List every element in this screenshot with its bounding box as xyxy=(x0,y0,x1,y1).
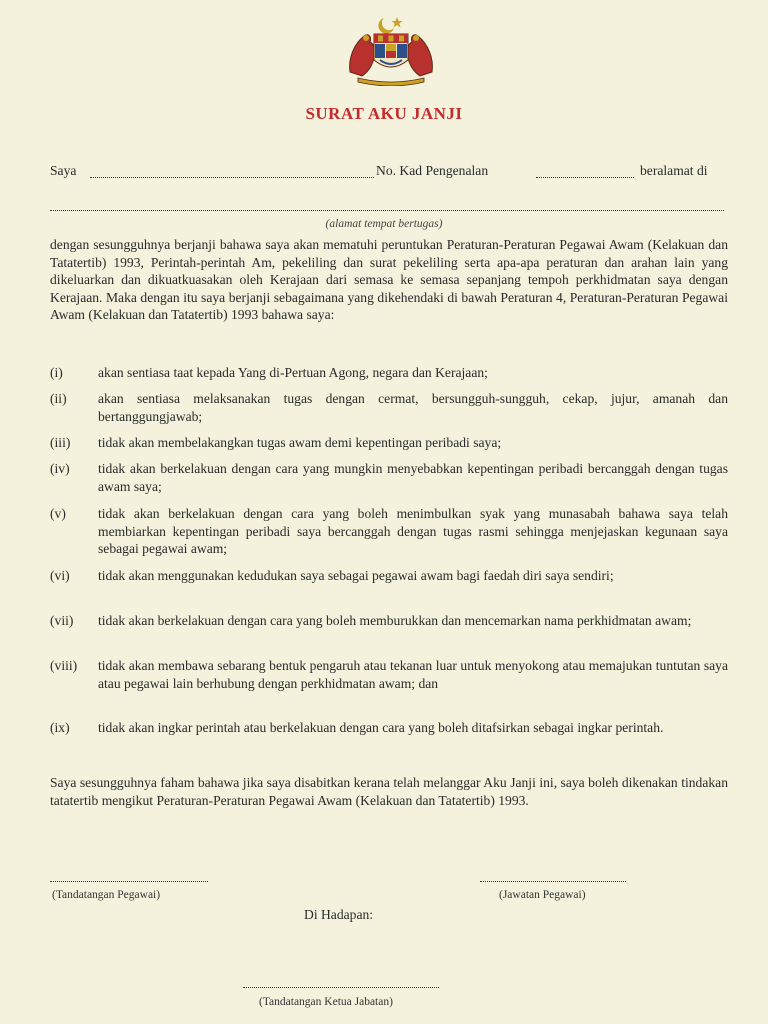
item-text: tidak akan ingkar perintah atau berkelakuan dengan cara yang boleh ditafsirkan sebagai ingkar perintah. xyxy=(98,720,664,735)
item-number: (vii) xyxy=(50,613,74,628)
item-number: (v) xyxy=(50,506,66,521)
saya-label: Saya xyxy=(50,163,77,178)
closing-paragraph: Saya sesungguhnya faham bahawa jika saya disabitkan kerana telah melanggar Aku Janji ini, saya boleh dikenakan tindakan tatatertib mengikut Peraturan-Peraturan Pegawai Awam (Kelakuan dan Tatatertib) 1993. xyxy=(50,775,728,808)
item-number: (iii) xyxy=(50,435,71,450)
witness-label: Di Hadapan: xyxy=(304,907,374,922)
intro-paragraph: dengan sesungguhnya berjanji bahawa saya akan mematuhi peruntukan Peraturan-Peraturan Pegawai Awam (Kelakuan dan Tatatertib) 1993, Perintah-perintah Am, pekeliling dan surat pekeliling serta apa-apa peraturan dan arahan lain yang dikeluarkan dan dikuatkuasakan oleh Kerajaan dari semasa ke semasa sepanjang tempoh perkhidmatan saya dengan Kerajaan. Maka dengan itu saya berjanji sebagaimana yang dikehendaki di bawah Peraturan 4, Peraturan-Peraturan Pegawai Awam (Kelakuan dan Tatatertib) 1993 bahawa saya: xyxy=(50,237,728,322)
ic-number-field[interactable] xyxy=(536,177,634,178)
officer-position-field[interactable] xyxy=(480,881,626,882)
item-text: akan sentiasa melaksanakan tugas dengan cermat, bersungguh-sungguh, cekap, jujur, amanah dan bertanggungjawab; xyxy=(98,391,728,424)
item-text: tidak akan berkelakuan dengan cara yang boleh menimbulkan syak yang munasabah bahawa saya telah membiarkan kepentingan peribadi saya bercanggah dengan tugas rasmi sehingga menjejaskan kegunaan saya sebagai pegawai awam; xyxy=(98,506,728,556)
item-number: (ix) xyxy=(50,720,70,735)
item-number: (viii) xyxy=(50,658,78,673)
item-number: (i) xyxy=(50,365,63,380)
address-caption: (alamat tempat bertugas) xyxy=(325,218,443,230)
item-text: tidak akan membawa sebarang bentuk pengaruh atau tekanan luar untuk menyokong atau memajukan tuntutan saya atau pegawai lain berhubung dengan perkhidmatan awam; dan xyxy=(98,658,728,691)
item-text: tidak akan berkelakuan dengan cara yang boleh memburukkan dan mencemarkan nama perkhidmatan awam; xyxy=(98,613,692,628)
head-signature-field[interactable] xyxy=(243,987,439,988)
item-text: tidak akan berkelakuan dengan cara yang mungkin menyebabkan kepentingan peribadi bercanggah dengan tugas awam saya; xyxy=(98,461,728,494)
address-label: beralamat di xyxy=(640,163,708,178)
ic-number-label: No. Kad Pengenalan xyxy=(376,163,489,178)
item-number: (iv) xyxy=(50,461,70,476)
item-text: akan sentiasa taat kepada Yang di-Pertuan Agong, negara dan Kerajaan; xyxy=(98,365,488,380)
item-text: tidak akan menggunakan kedudukan saya sebagai pegawai awam bagi faedah diri saya sendiri; xyxy=(98,568,614,583)
document-title: SURAT AKU JANJI xyxy=(305,104,463,123)
item-number: (ii) xyxy=(50,391,67,406)
head-signature-caption: (Tandatangan Ketua Jabatan) xyxy=(259,996,393,1008)
officer-signature-caption: (Tandatangan Pegawai) xyxy=(52,889,161,901)
officer-position-caption: (Jawatan Pegawai) xyxy=(499,889,586,901)
coat-of-arms-icon xyxy=(344,14,438,86)
address-field[interactable] xyxy=(50,210,724,211)
officer-signature-field[interactable] xyxy=(50,881,208,882)
name-field[interactable] xyxy=(90,177,374,178)
item-text: tidak akan membelakangkan tugas awam demi kepentingan peribadi saya; xyxy=(98,435,502,450)
item-number: (vi) xyxy=(50,568,70,583)
